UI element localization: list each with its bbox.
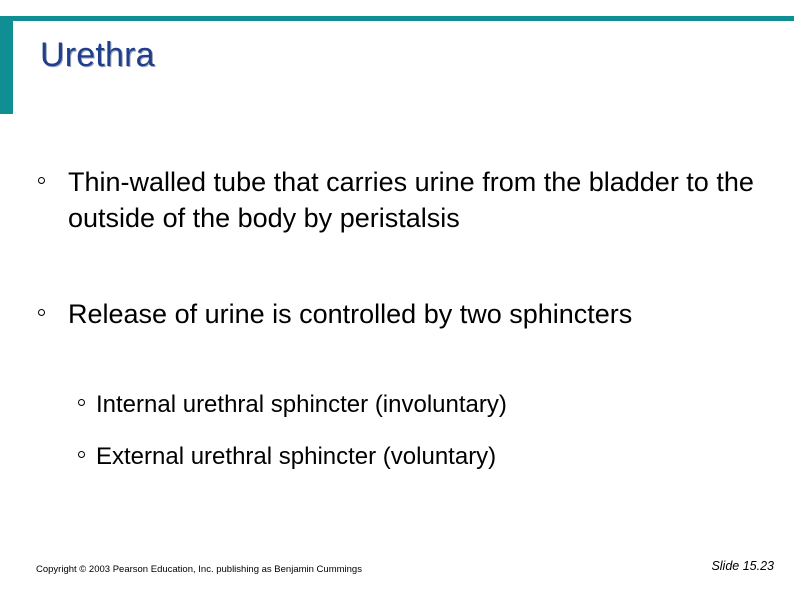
sub-bullet-item: [96, 389, 756, 421]
slide-title: Urethra: [40, 36, 155, 74]
left-accent-bar: [0, 16, 13, 114]
slide-number: Slide 15.23: [711, 559, 774, 573]
sub-bullet-text: External urethral sphincter (voluntary): [96, 443, 497, 470]
bullet-item: [68, 164, 758, 236]
top-accent-bar: [12, 16, 794, 21]
sub-bullet-marker-icon: [78, 399, 85, 406]
copyright-notice: Copyright © 2003 Pearson Education, Inc. publishing as Benjamin Cummings: [36, 564, 362, 575]
bullet-item: [68, 296, 668, 332]
bullet-text: Thin-walled tube that carries urine from the bladder to the outside of the body by peristalsis: [68, 167, 754, 233]
sub-bullet-marker-icon: [78, 451, 85, 458]
bullet-marker-icon: [38, 309, 45, 316]
bullet-text: Release of urine is controlled by two sphincters: [68, 299, 633, 329]
sub-bullet-text: Internal urethral sphincter (involuntary): [96, 391, 507, 418]
sub-bullet-item: [96, 441, 756, 473]
bullet-marker-icon: [38, 177, 45, 184]
